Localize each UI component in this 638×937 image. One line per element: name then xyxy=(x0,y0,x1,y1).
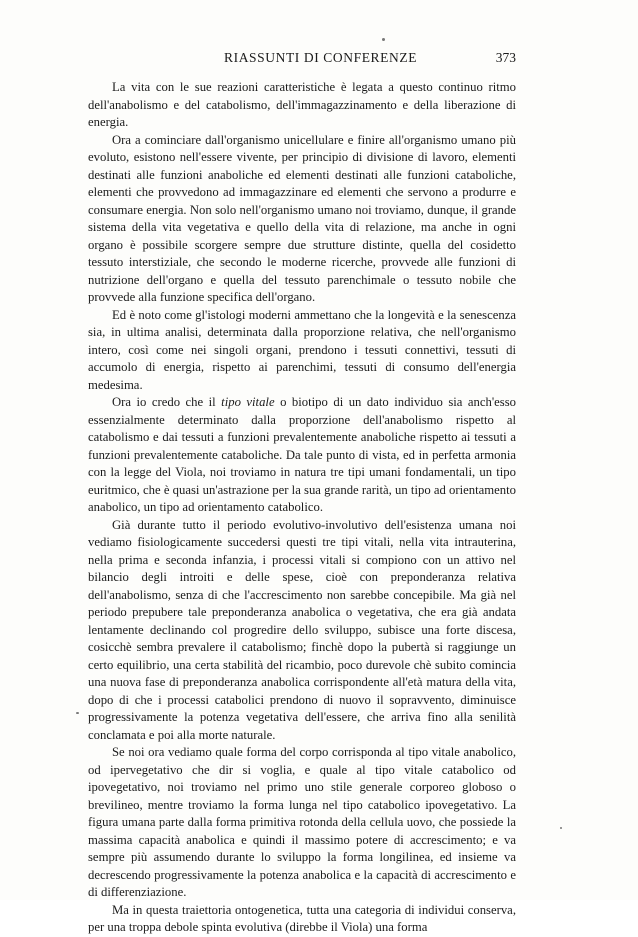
paragraph-3: Ed è noto come gl'istologi moderni ammettano che la longevità e la senescenza sia, in ultima analisi, determinata dalla proporzione relativa, che nell'organismo intero, così come nei singoli organi, prendono i tessuti connettivi, tessuti di accumolo di energia, rispetto ai parenchimi, tessuti di consumo dell'energia medesima. xyxy=(88,307,516,392)
body-text xyxy=(88,79,516,937)
italic-term-tipo-vitale: tipo vitale xyxy=(221,395,275,409)
paragraph-4-lead: Ora io credo che il xyxy=(112,395,222,409)
scan-speck xyxy=(560,827,562,829)
scan-speck xyxy=(382,38,385,41)
page-number: 373 xyxy=(495,50,516,65)
running-title: RIASSUNTI DI CONFERENZE xyxy=(224,50,418,65)
paragraph-5: Già durante tutto il periodo evolutivo-involutivo dell'esistenza umana noi vediamo fisiologicamente succedersi questi tre tipi vitali, nella vita intrauterina, nella prima e seconda infanzia, i processi vitali si compiono con un attivo nel bilancio degli introiti e delle spese, cioè con preponderanza relativa dell'anabolismo, senza di che l'accrescimento non sarebbe concepibile. Ma già nel periodo prepubere tale preponderanza anabolica o vegetativa, che era già andata lentamente declinando col progredire dello sviluppo, subisce una forte discesa, cosicchè sembra prevalere il catabolismo; finchè dopo la pubertà si raggiunge un certo equilibrio, una certa stabilità del ricambio, poco durevole chè subito comincia una nuova fase di preponderanza anabolica corrispondente all'età matura della vita, dopo di che i processi catabolici prendono di nuovo il sopravvento, diminuisce progressivamente la potenza vegetativa dell'essere, che arriva fino alla senilità conclamata e poi alla morte naturale. xyxy=(88,517,516,742)
paragraph-2: Ora a cominciare dall'organismo unicellulare e finire all'organismo umano più evoluto, esistono nell'essere vivente, per principio di divisione di lavoro, elementi destinati alle funzioni anaboliche ed elementi destinati alle funzioni cataboliche, elementi che provvedono ad immagazzinare ed elementi che servono a produrre e consumare energia. Non solo nell'organismo umano noi troviamo, dunque, il grande sistema della vita vegetativa e quello della vita di relazione, ma anche in ogni organo è possibile scorgere sempre due strutture distinte, quella del cosidetto tessuto interstiziale, che secondo le moderne ricerche, provvede alle funzioni di nutrizione dell'organo e quella del tessuto parenchimale o tessuto nobile che provvede alla funzione specifica dell'organo. xyxy=(88,132,516,304)
paragraph-7: Ma in questa traiettoria ontogenetica, tutta una categoria di individui conserva, per una troppa debole spinta evolutiva (direbbe il Viola) una forma xyxy=(88,902,516,934)
paragraph-6: Se noi ora vediamo quale forma del corpo corrisponda al tipo vitale anabolico, od ipervegetativo che dir si voglia, e quale al tipo vitale catabolico od ipovegetativo, noi troviamo nel primo uno stile generale corporeo globoso o brevilineo, mentre troviamo la forma lunga nel tipo catabolico ipovegetativo. La figura umana parte dalla forma primitiva rotonda della cellula uovo, che possiede la massima capacità anabolica e quindi il massimo potere di accrescimento; e va sempre più assumendo durante lo sviluppo la forma longilinea, ed insieme va decrescendo progressivamente la potenza anabolica e la capacità di accrescimento e di differenziazione. xyxy=(88,745,516,899)
paragraph-4-rest: o biotipo di un dato individuo sia anch'esso essenzialmente determinato dalla proporzione dell'anabolismo rispetto al catabolismo e dai tessuti a funzioni prevalentemente anaboliche rispetto ai tessuti a funzioni prevalentemente cataboliche. Da tale punto di vista, ed in perfetta armonia con la legge del Viola, noi troviamo in natura tre tipi umani fondamentali, un tipo euritmico, che è quasi un'astrazione per la sua grande rarità, un tipo ad orientamento anabolico, un tipo ad orientamento catabolico. xyxy=(88,395,517,514)
paragraph-4 xyxy=(88,394,516,517)
paragraph-1: La vita con le sue reazioni caratteristiche è legata a questo continuo ritmo dell'anabolismo e del catabolismo, dell'immagazzinamento e della liberazione di energia. xyxy=(88,80,516,129)
scan-speck xyxy=(76,712,79,714)
running-head xyxy=(88,50,516,70)
